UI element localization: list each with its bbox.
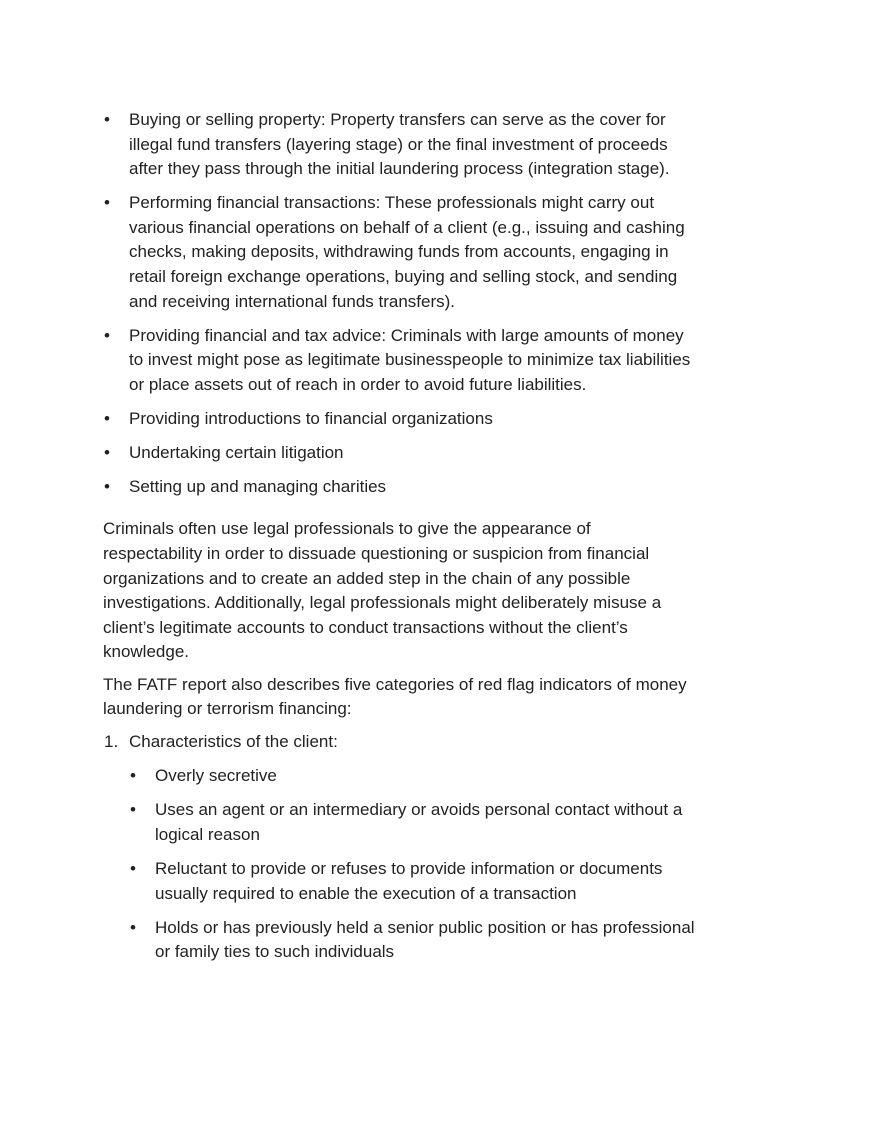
text-line: checks, making deposits, withdrawing funds from accounts, engaging in bbox=[129, 242, 669, 262]
sub-bullet-item bbox=[0, 798, 880, 847]
text-line: Undertaking certain litigation bbox=[129, 443, 344, 463]
text-line: to invest might pose as legitimate businesspeople to minimize tax liabilities bbox=[129, 350, 691, 370]
text-line: and receiving international funds transfers). bbox=[129, 291, 456, 311]
bullet-list-item bbox=[0, 191, 880, 314]
text-line: investigations. Additionally, legal professionals might deliberately misuse a bbox=[103, 593, 662, 613]
bullet-marker: • bbox=[104, 443, 110, 463]
paragraph bbox=[0, 517, 880, 665]
sub-bullet-item bbox=[0, 764, 880, 789]
bullet-marker: • bbox=[130, 917, 136, 937]
text-line: illegal fund transfers (layering stage) or the final investment of proceeds bbox=[129, 134, 668, 154]
text-line: various financial operations on behalf of a client (e.g., issuing and cashing bbox=[129, 217, 685, 237]
bullet-list-item bbox=[0, 475, 880, 500]
text-line: laundering or terrorism financing: bbox=[103, 699, 352, 719]
text-line: Characteristics of the client: bbox=[129, 732, 338, 752]
bullet-marker: • bbox=[104, 325, 110, 345]
number-marker: 1. bbox=[104, 732, 119, 752]
bullet-marker: • bbox=[104, 110, 110, 129]
text-line: or place assets out of reach in order to avoid future liabilities. bbox=[129, 374, 587, 394]
text-line: Uses an agent or an intermediary or avoids personal contact without a bbox=[155, 800, 683, 820]
bullet-list-item bbox=[0, 407, 880, 432]
bullet-list-item bbox=[0, 441, 880, 466]
bullet-marker: • bbox=[104, 477, 110, 497]
text-line: logical reason bbox=[155, 824, 260, 844]
paragraph bbox=[0, 673, 880, 722]
text-line: Providing introductions to financial organizations bbox=[129, 409, 493, 429]
text-line: usually required to enable the execution of a transaction bbox=[155, 883, 577, 903]
bullet-marker: • bbox=[130, 766, 136, 786]
text-line: or family ties to such individuals bbox=[155, 942, 395, 962]
numbered-list-item bbox=[0, 730, 880, 755]
sub-bullet-item bbox=[0, 857, 880, 906]
text-line: Providing financial and tax advice: Criminals with large amounts of money bbox=[129, 325, 684, 345]
text-line: Overly secretive bbox=[155, 766, 277, 786]
bullet-marker: • bbox=[130, 800, 136, 820]
text-line: retail foreign exchange operations, buying and selling stock, and sending bbox=[129, 267, 678, 287]
text-line: Criminals often use legal professionals to give the appearance of bbox=[103, 519, 591, 539]
text-line: Performing financial transactions: These professionals might carry out bbox=[129, 193, 655, 213]
text-line: Holds or has previously held a senior public position or has professional bbox=[155, 917, 695, 937]
document-page bbox=[0, 108, 880, 974]
bullet-marker: • bbox=[104, 193, 110, 213]
text-line: Reluctant to provide or refuses to provide information or documents bbox=[155, 858, 663, 878]
bullet-list-item bbox=[0, 324, 880, 398]
bullet-marker: • bbox=[104, 409, 110, 429]
text-line: Setting up and managing charities bbox=[129, 477, 387, 497]
text-line: respectability in order to dissuade questioning or suspicion from financial bbox=[103, 543, 650, 563]
text-line: client’s legitimate accounts to conduct transactions without the client’s bbox=[103, 617, 628, 637]
text-line: after they pass through the initial laundering process (integration stage). bbox=[129, 159, 670, 179]
text-line: Buying or selling property: Property transfers can serve as the cover for bbox=[129, 110, 666, 129]
text-line: The FATF report also describes five categories of red flag indicators of money bbox=[103, 674, 687, 694]
text-line: organizations and to create an added step in the chain of any possible bbox=[103, 568, 631, 588]
text-line: knowledge. bbox=[103, 642, 190, 662]
sub-bullet-item bbox=[0, 916, 880, 965]
bullet-marker: • bbox=[130, 858, 136, 878]
spacer bbox=[0, 509, 880, 517]
bullet-list-item bbox=[0, 108, 880, 182]
